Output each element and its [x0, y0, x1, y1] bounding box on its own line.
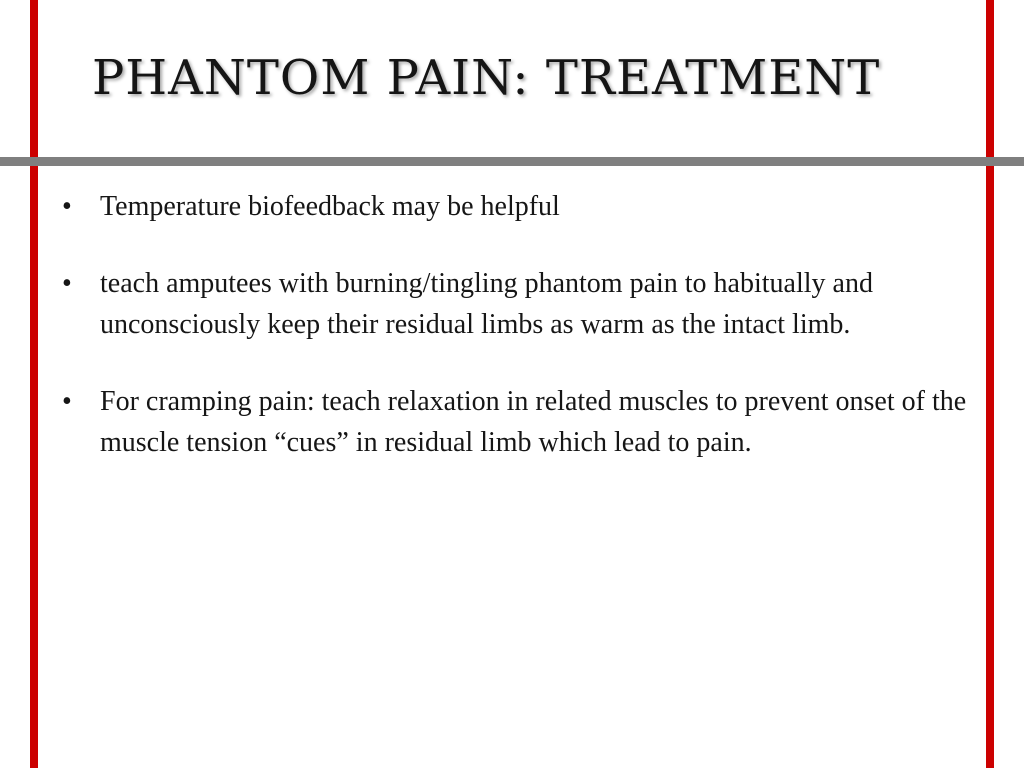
- slide-title: PHANTOM PAIN: TREATMENT: [92, 50, 881, 106]
- bullet-icon: •: [62, 386, 72, 417]
- right-red-border: [986, 0, 994, 768]
- bullet-text: teach amputees with burning/tingling phantom pain to habitually and unconsciously keep their residual limbs as warm as the intact limb.: [100, 268, 873, 340]
- bullet-text: For cramping pain: teach relaxation in related muscles to prevent onset of the muscle tension “cues” in residual limb which lead to pain.: [100, 386, 967, 458]
- bullet-icon: •: [62, 268, 72, 299]
- bullet-item: [62, 186, 982, 227]
- bullet-text: Temperature biofeedback may be helpful: [100, 191, 560, 222]
- bullet-item: [62, 263, 982, 345]
- bullet-list: [62, 186, 982, 499]
- bullet-icon: •: [62, 191, 72, 222]
- bullet-item: [62, 381, 982, 463]
- title-divider: [0, 157, 1024, 166]
- left-red-border: [30, 0, 38, 768]
